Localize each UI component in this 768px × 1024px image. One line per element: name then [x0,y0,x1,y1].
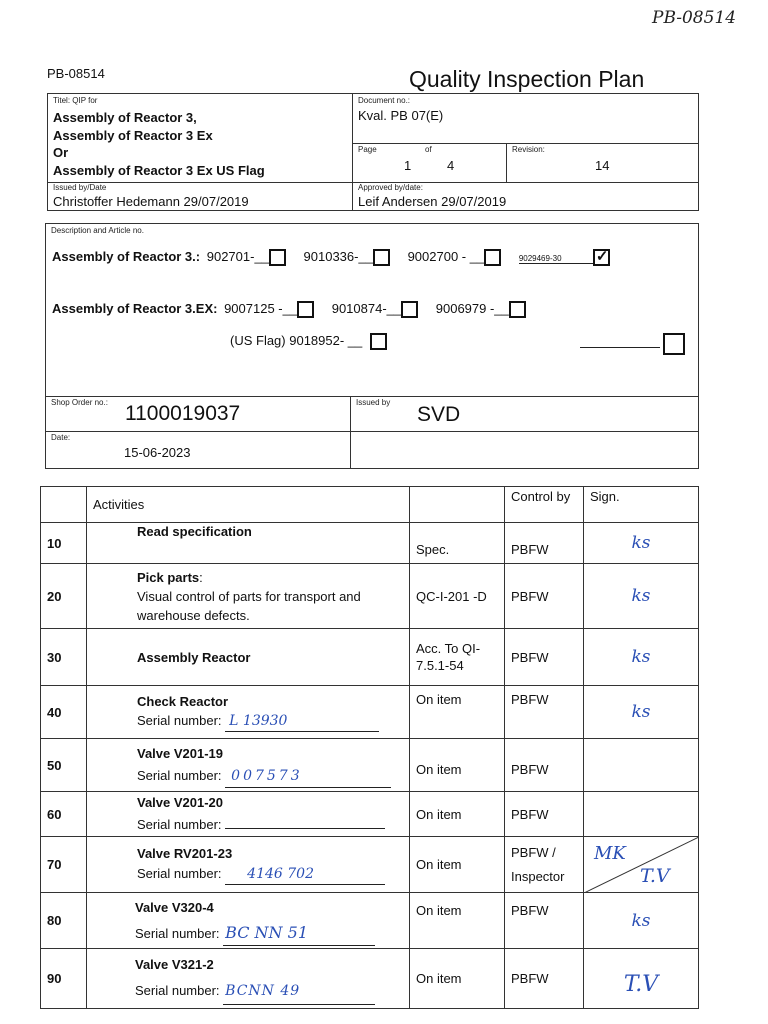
serial-value: 4146 702 [225,864,385,885]
date-label: Date: [51,433,71,442]
checkbox-9010874[interactable] [401,301,418,318]
page-label: Page [358,145,377,154]
checkbox-9029469-30[interactable] [593,249,610,266]
checkbox-9002700[interactable] [484,249,501,266]
serial-value: L 13930 [225,712,379,732]
issued-by-label: Issued by [356,398,391,407]
checkbox-9007125[interactable] [297,301,314,318]
signature: ks [584,523,699,564]
table-row: 90 Valve V321-2 Serial number: BCNN 49 On item PBFW T.V [41,949,699,1009]
signature-split-cell [584,837,699,893]
signature-tv: T.V [640,865,670,887]
approved-value: Leif Andersen 29/07/2019 [358,194,507,209]
check-mark-icon: ✓ [595,248,609,266]
revision-label: Revision: [512,145,545,154]
checkbox-9006979[interactable] [509,301,526,318]
title-text: Assembly of Reactor 3, Assembly of Reactor 3 Ex Or Assembly of Reactor 3 Ex US Flag [53,110,265,178]
serial-value: 007573 [225,765,391,788]
checkbox-9010336[interactable] [373,249,390,266]
signature: ks [584,893,699,949]
document-title: Quality Inspection Plan [409,66,645,92]
us-flag-row: (US Flag) 9018952- __ [230,333,387,350]
signature: ks [584,564,699,629]
revision-value: 14 [595,158,610,173]
checkbox-902701[interactable] [269,249,286,266]
shop-order-label: Shop Order no.: [51,398,108,407]
signature: ks [584,686,699,739]
reactor3-row: Assembly of Reactor 3.: 902701-__ 9010336-__ 9002700 - __ 9029469-30 ✓ [52,248,609,266]
page-value: 1 [404,158,412,173]
table-row: 40 Check Reactor Serial number: L 13930 On item PBFW ks [41,686,699,739]
checkbox-blank[interactable] [663,333,685,355]
description-label: Description and Article no. [51,226,144,235]
serial-value: BC NN 51 [223,920,375,946]
docno-value: Kval. PB 07(E) [358,108,444,123]
shop-order-value: 1100019037 [125,402,241,425]
issued-label: Issued by/Date [53,183,107,192]
signature: ks [584,629,699,686]
issued-by-value: SVD [417,403,461,426]
col-control: Control by [505,487,584,523]
handwritten-reference: PB-08514 [652,8,737,28]
table-row: 60 Valve V201-20 Serial number: On item PBFW [41,792,699,837]
table-header-row [41,487,699,523]
signature-mk: MK [594,843,626,864]
description-box [45,223,699,469]
table-row: 70 Valve RV201-23 Serial number: 4146 702 On item PBFW / Inspector MK T.V [41,837,699,893]
checkbox-9018952[interactable] [370,333,387,350]
document-reference: PB-08514 [47,66,105,81]
table-row: 30 Assembly Reactor Acc. To QI-7.5.1-54 PBFW ks [41,629,699,686]
serial-value [225,813,385,829]
title-label: Titel: QIP for [53,96,98,105]
approved-label: Approved by/date: [358,183,423,192]
col-activities: Activities [87,487,410,523]
activities-table [40,486,699,1009]
reactor3ex-row: Assembly of Reactor 3.EX: 9007125 -__ 9010874-__ 9006979 -__ [52,301,526,318]
page-total: 4 [447,158,455,173]
docno-label: Document no.: [358,96,411,105]
blank-article-row [580,333,685,355]
signature [584,739,699,792]
table-row: 80 Valve V320-4 Serial number: BC NN 51 On item PBFW ks [41,893,699,949]
signature: T.V [584,949,699,1009]
date-value: 15-06-2023 [124,445,191,460]
table-row: 10 Read specification Spec. PBFW ks [41,523,699,564]
table-row: 50 Valve V201-19 Serial number: 007573 On item PBFW [41,739,699,792]
of-label: of [425,145,432,154]
signature [584,792,699,837]
header-box [47,93,699,211]
issued-value: Christoffer Hedemann 29/07/2019 [53,194,249,209]
table-row: 20 Pick parts: Visual control of parts for transport and warehouse defects. QC-I-201 -D PBFW ks [41,564,699,629]
col-sign: Sign. [584,487,699,523]
serial-value: BCNN 49 [223,978,375,1005]
